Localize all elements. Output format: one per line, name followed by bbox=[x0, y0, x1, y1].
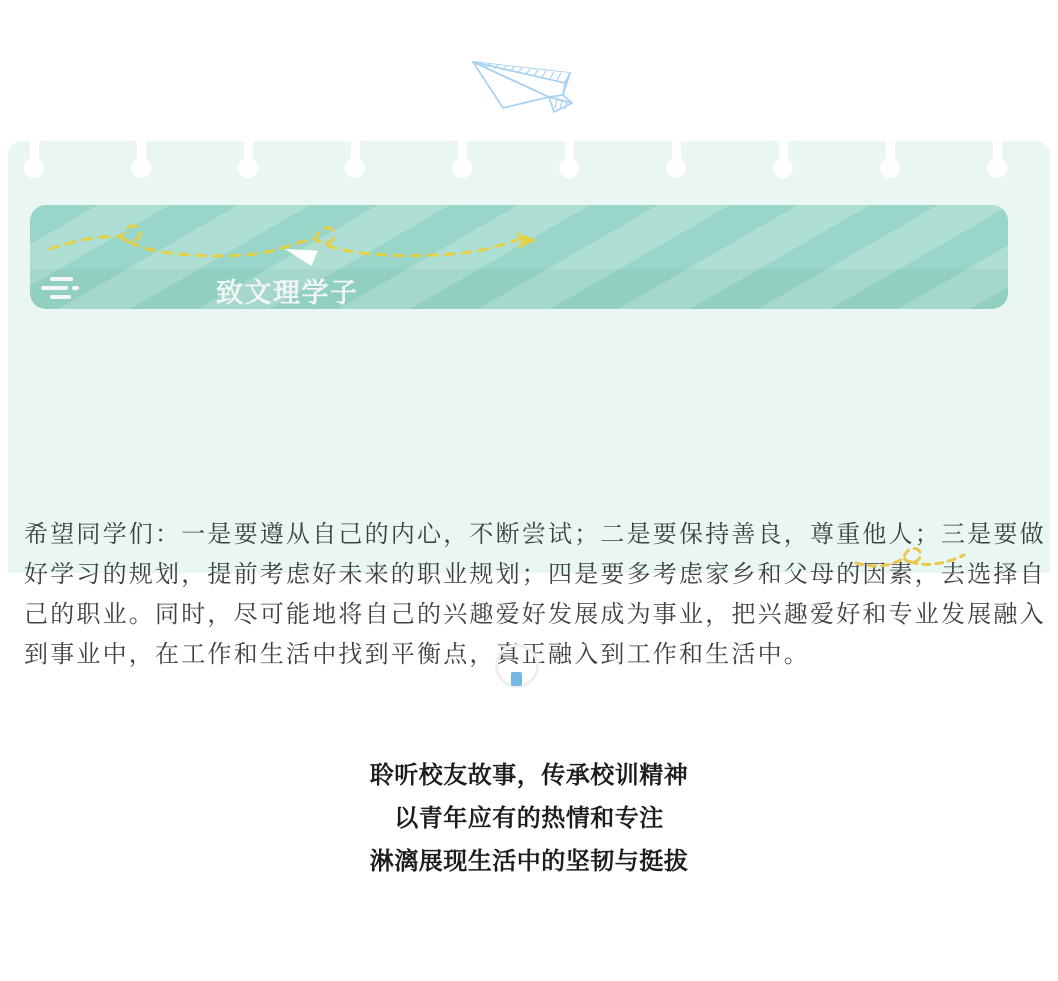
section-header-banner bbox=[30, 205, 1008, 309]
slogan-block bbox=[0, 754, 1058, 883]
section-title: 致文理学子 bbox=[216, 278, 359, 308]
pin-icon bbox=[879, 141, 901, 181]
pin-icon bbox=[237, 141, 259, 181]
motion-lines-icon bbox=[40, 275, 110, 307]
pin-icon bbox=[451, 141, 473, 181]
pin-icon bbox=[772, 141, 794, 181]
paper-plane-icon bbox=[466, 40, 580, 122]
slogan-line: 聆听校友故事，传承校训精神 bbox=[369, 762, 689, 789]
content-panel bbox=[8, 141, 1050, 668]
pin-icon bbox=[986, 141, 1008, 181]
blue-dot-icon bbox=[511, 672, 522, 686]
pin-icon bbox=[344, 141, 366, 181]
article-paragraph: 希望同学们：一是要遵从自己的内心，不断尝试；二是要保持善良，尊重他人；三是要做好学习的规划，提前考虑好未来的职业规划；四是要多考虑家乡和父母的因素，去选择自己的职业。同时，尽可能地将自己的兴趣爱好发展成为事业，把兴趣爱好和专业发展融入到事业中，在工作和生活中找到平衡点，真正融入到工作和生活中。 bbox=[24, 521, 1046, 668]
pin-icon bbox=[558, 141, 580, 181]
pin-icon bbox=[665, 141, 687, 181]
dashed-arrow-squiggle-icon bbox=[44, 211, 544, 266]
pin-icon bbox=[130, 141, 152, 181]
slogan-line: 淋漓展现生活中的坚韧与挺拔 bbox=[369, 848, 689, 875]
slogan-line: 以青年应有的热情和专注 bbox=[394, 805, 664, 832]
pin-icon bbox=[23, 141, 45, 181]
dashed-loop-squiggle-icon bbox=[852, 541, 970, 571]
